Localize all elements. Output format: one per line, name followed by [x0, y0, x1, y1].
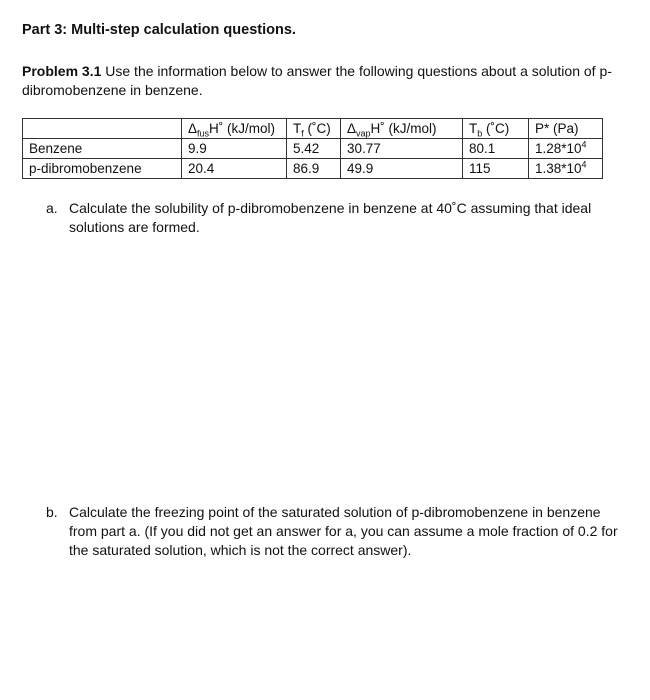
vapor-pressure-value: $1.28*10^4$ [529, 139, 603, 159]
table-row [23, 159, 603, 179]
fusion-enthalpy-value: 9.9 [182, 139, 287, 159]
header-fusion-enthalpy: $\Delta_{fus}H˚$ (kJ/mol) [182, 119, 287, 139]
question-letter: a. [46, 200, 58, 216]
header-vapor-pressure: P* (Pa) [529, 119, 603, 139]
boiling-point-value: 115 [463, 159, 529, 179]
header-boiling-point: $T_b$ (˚C) [463, 119, 529, 139]
part-title: Part 3: Multi-step calculation questions. [22, 22, 296, 38]
freezing-point-value: 5.42 [287, 139, 341, 159]
table-header-row [23, 119, 603, 139]
question-text: Calculate the freezing point of the saturated solution of p-dibromobenzene in benzene from part a. (If you did not get an answer for a, you can assume a mole fraction of 0.2 for the saturated solution, which is not the correct answer). [69, 504, 618, 558]
question-b [46, 503, 626, 560]
vapor-pressure-value: $1.38*10^4$ [529, 159, 603, 179]
row-name: Benzene [23, 139, 182, 159]
fusion-enthalpy-value: 20.4 [182, 159, 287, 179]
table-row [23, 139, 603, 159]
vaporization-enthalpy-value: 49.9 [341, 159, 463, 179]
freezing-point-value: 86.9 [287, 159, 341, 179]
vaporization-enthalpy-value: 30.77 [341, 139, 463, 159]
header-cell-blank [23, 119, 182, 139]
problem-text: Use the information below to answer the following questions about a solution of p-dibromobenzene in benzene. [22, 63, 612, 98]
header-freezing-point: $T_f$ (˚C) [287, 119, 341, 139]
row-name: p-dibromobenzene [23, 159, 182, 179]
question-a [46, 199, 626, 237]
question-letter: b. [46, 504, 58, 520]
header-vaporization-enthalpy: $\Delta_{vap}H˚$ (kJ/mol) [341, 119, 463, 139]
boiling-point-value: 80.1 [463, 139, 529, 159]
question-text: Calculate the solubility of p-dibromobenzene in benzene at 40˚C assuming that ideal solutions are formed. [69, 200, 592, 235]
properties-table [22, 118, 603, 179]
problem-statement [22, 62, 628, 100]
problem-label: Problem 3.1 [22, 63, 102, 79]
